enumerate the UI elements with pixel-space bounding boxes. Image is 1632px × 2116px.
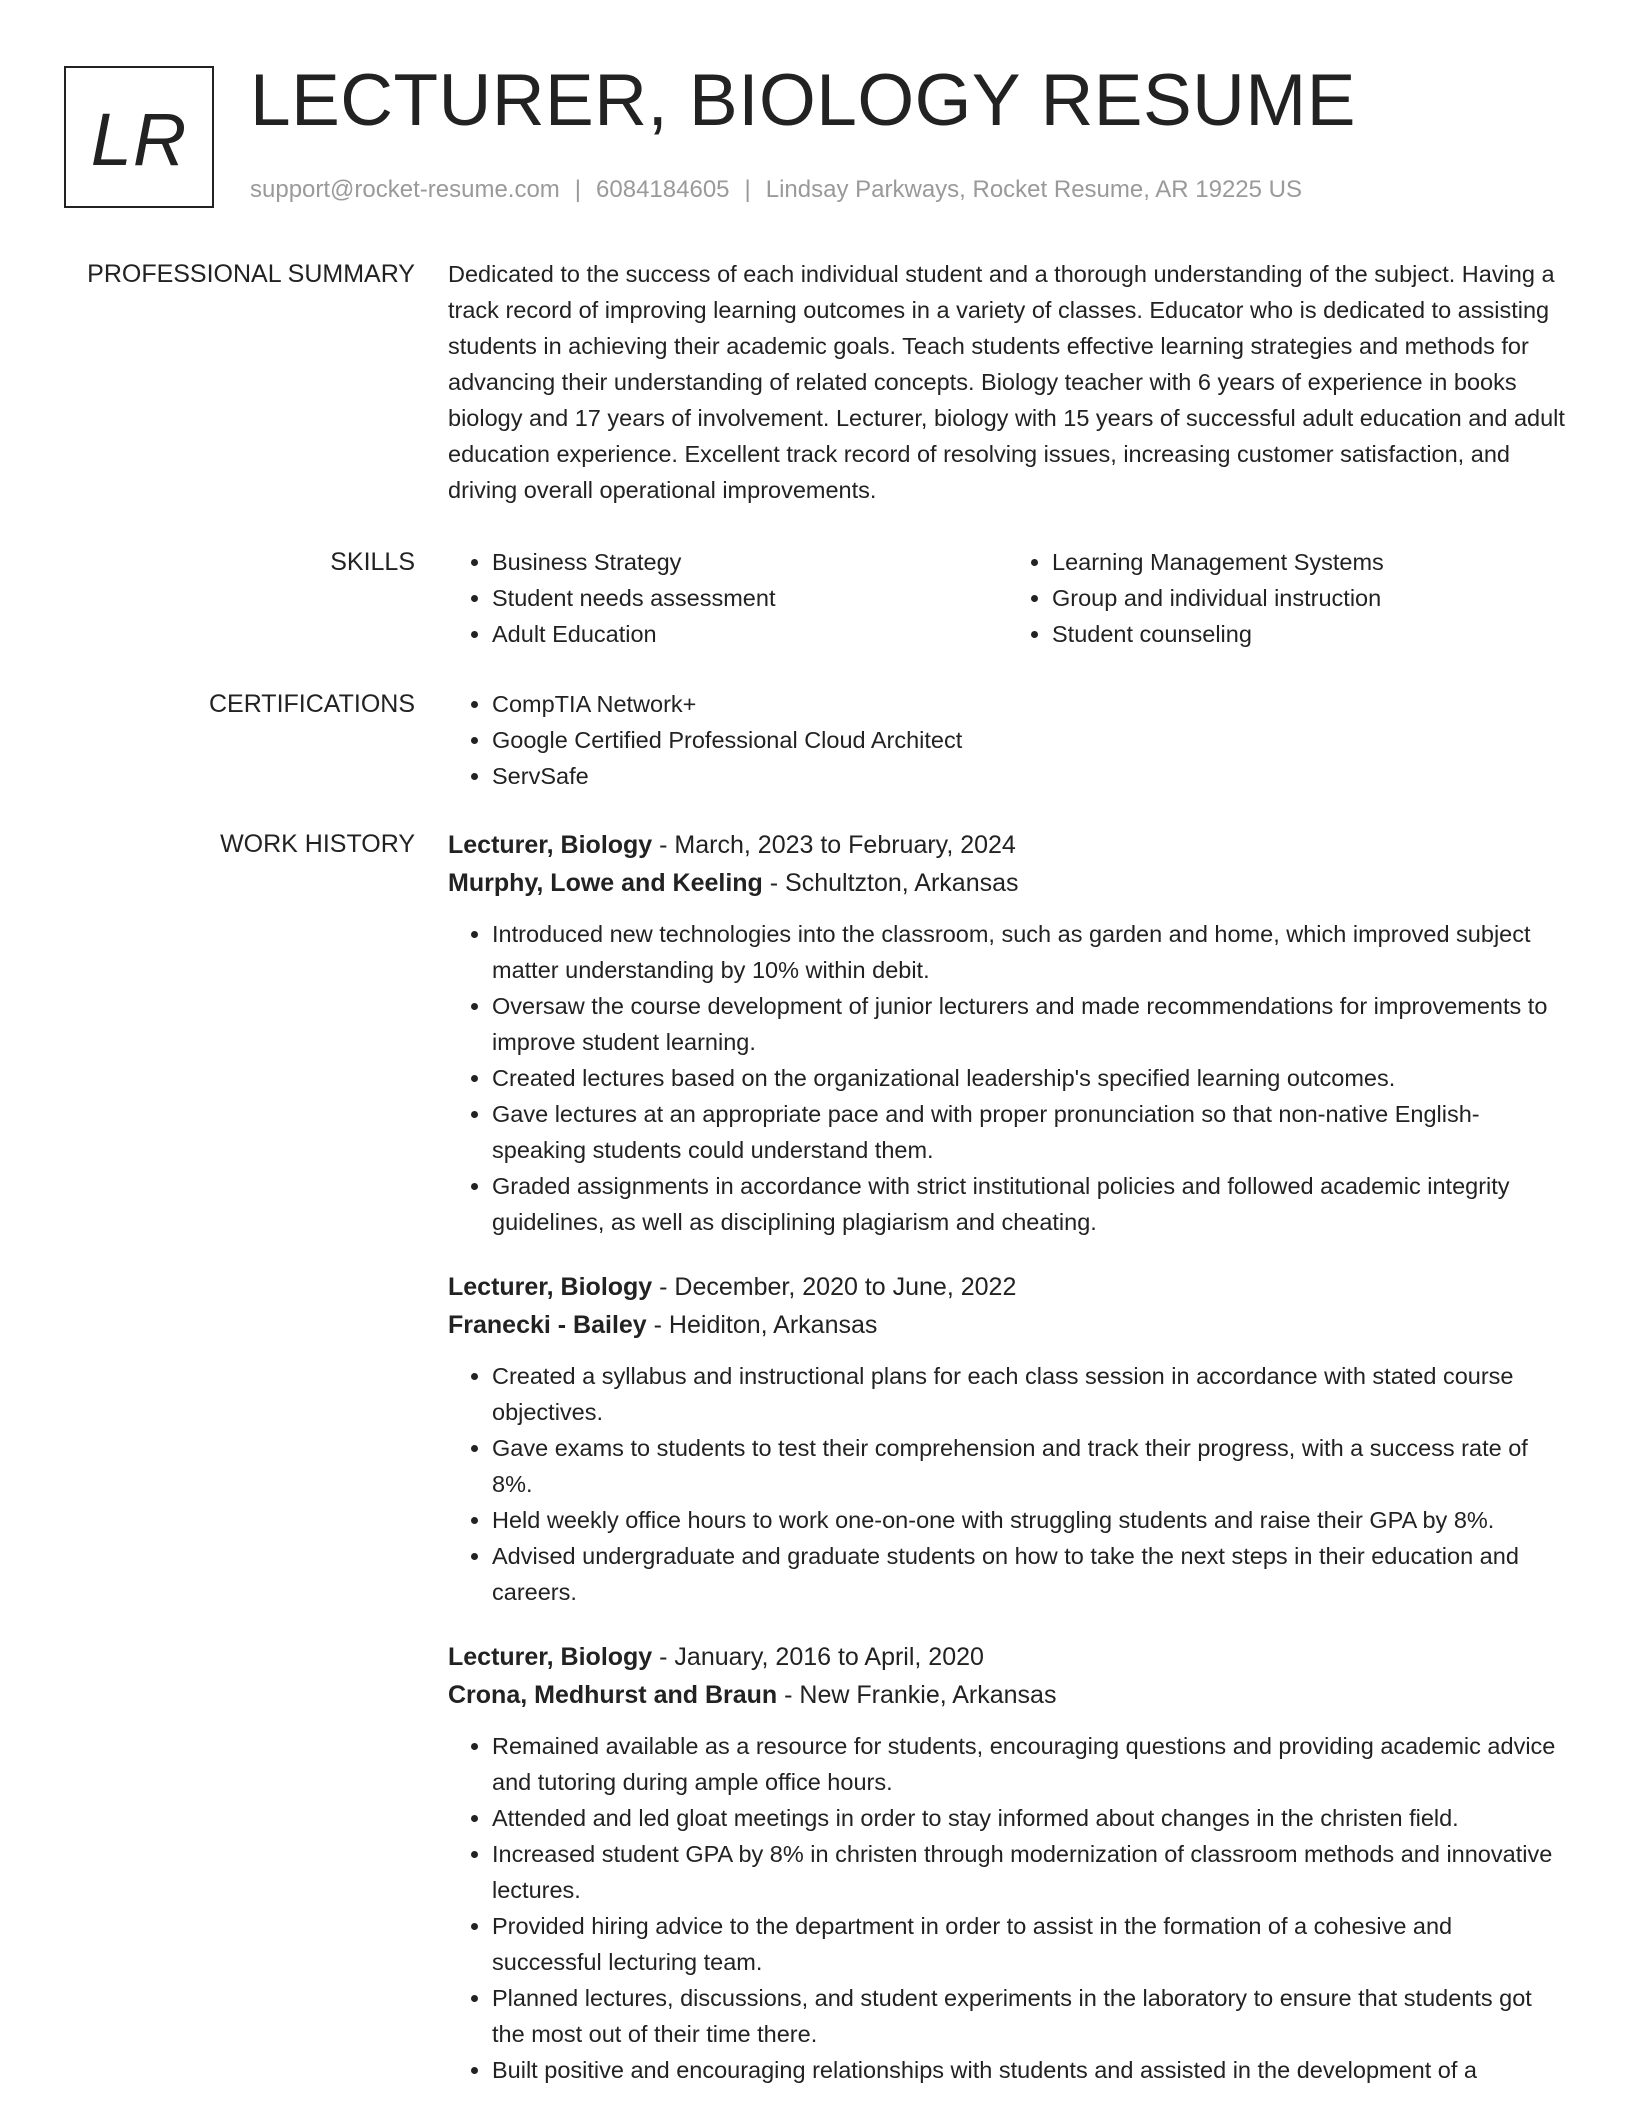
- skills-label: SKILLS: [330, 548, 415, 576]
- job-title-line: [448, 826, 1568, 864]
- job-bullet: • Remained available as a resource for students, encouraging questions and providing academic advice and tutoring during ample office hours.: [492, 1728, 1568, 1800]
- job-title-line: [448, 1268, 1568, 1306]
- certification-item: • ServSafe: [492, 758, 1568, 794]
- job-company-line: [448, 864, 1568, 902]
- skill-item: • Group and individual instruction: [1052, 580, 1568, 616]
- certifications-body: [448, 686, 1568, 794]
- summary-text: Dedicated to the success of each individual student and a thorough understanding of the subject. Having a track record of improving learning outcomes in a variety of classes. Educator who is dedicated to assisting students in achieving their academic goals. Teach students effective learning strategies and methods for advancing their understanding of related concepts. Biology teacher with 6 years of experience in books biology and 17 years of involvement. Lecturer, biology with 15 years of successful adult education and adult education experience. Excellent track record of resolving issues, increasing customer satisfaction, and driving overall operational improvements.: [448, 261, 1565, 503]
- work-history-body: [448, 826, 1568, 2116]
- monogram-box: [64, 66, 214, 208]
- contact-separator: |: [744, 176, 751, 203]
- skills-grid: [448, 544, 1568, 652]
- skills-list-left: [448, 544, 1008, 652]
- skill-item: • Business Strategy: [492, 544, 1008, 580]
- job-entry: [448, 826, 1568, 1240]
- resume-title: LECTURER, BIOLOGY RESUME: [250, 60, 1356, 141]
- certification-item: • CompTIA Network+: [492, 686, 1568, 722]
- summary-body: [448, 256, 1568, 508]
- job-bullet: • Gave lectures at an appropriate pace and with proper pronunciation so that non-native English-speaking students could understand them.: [492, 1096, 1568, 1168]
- job-bullet: • Advised undergraduate and graduate students on how to take the next steps in their education and careers.: [492, 1538, 1568, 1610]
- job-bullet: • Gave exams to students to test their comprehension and track their progress, with a success rate of 8%.: [492, 1430, 1568, 1502]
- job-dates: - January, 2016 to April, 2020: [652, 1643, 984, 1671]
- certifications-list: [448, 686, 1568, 794]
- job-bullet: • Introduced new technologies into the classroom, such as garden and home, which improved subject matter understanding by 10% within debit.: [492, 916, 1568, 988]
- job-company-line: [448, 1306, 1568, 1344]
- skill-item: • Adult Education: [492, 616, 1008, 652]
- contact-separator: |: [574, 176, 582, 203]
- job-company: Crona, Medhurst and Braun: [448, 1681, 778, 1709]
- job-location: - Heiditon, Arkansas: [646, 1311, 878, 1339]
- job-bullets: [448, 916, 1568, 1240]
- job-entry: [448, 1638, 1568, 2088]
- job-bullet: • Increased student GPA by 8% in christen through modernization of classroom methods and innovative lectures.: [492, 1836, 1568, 1908]
- skill-item: • Student counseling: [1052, 616, 1568, 652]
- job-company: Murphy, Lowe and Keeling: [448, 869, 763, 897]
- job-company-line: [448, 1676, 1568, 1714]
- certifications-label: CERTIFICATIONS: [208, 690, 415, 718]
- job-entry: [448, 1268, 1568, 1610]
- job-title: Lecturer, Biology: [448, 1273, 653, 1301]
- job-bullet: • Attended and led gloat meetings in order to stay informed about changes in the christen field.: [492, 1800, 1568, 1836]
- job-title: Lecturer, Biology: [448, 1643, 653, 1671]
- job-bullets: [448, 1358, 1568, 1610]
- job-company: Franecki - Bailey: [448, 1311, 647, 1339]
- job-dates: - March, 2023 to February, 2024: [652, 831, 1016, 859]
- job-location: - Schultzton, Arkansas: [762, 869, 1019, 897]
- job-bullet: • Provided hiring advice to the department in order to assist in the formation of a cohesive and successful lecturing team.: [492, 1908, 1568, 1980]
- job-bullet: • Created a syllabus and instructional plans for each class session in accordance with stated course objectives.: [492, 1358, 1568, 1430]
- contact-phone[interactable]: 6084184605: [596, 176, 730, 203]
- job-bullets: [448, 1728, 1568, 2088]
- job-bullet: • Built positive and encouraging relationships with students and assisted in the development of a: [492, 2052, 1568, 2088]
- skill-item: • Student needs assessment: [492, 580, 1008, 616]
- job-title-line: [448, 1638, 1568, 1676]
- job-title: Lecturer, Biology: [448, 831, 653, 859]
- job-bullet: • Planned lectures, discussions, and student experiments in the laboratory to ensure that students got the most out of their time there.: [492, 1980, 1568, 2052]
- monogram-initials: LR: [90, 97, 188, 181]
- skills-body: [448, 544, 1568, 652]
- job-bullet: • Held weekly office hours to work one-on-one with struggling students and raise their GPA by 8%.: [492, 1502, 1568, 1538]
- job-bullet: • Created lectures based on the organizational leadership's specified learning outcomes.: [492, 1060, 1568, 1096]
- job-bullet: • Oversaw the course development of junior lecturers and made recommendations for improvements to improve student learning.: [492, 988, 1568, 1060]
- contact-address: Lindsay Parkways, Rocket Resume, AR 19225 US: [765, 176, 1302, 203]
- contact-email[interactable]: support@rocket-resume.com: [250, 176, 560, 203]
- certification-item: • Google Certified Professional Cloud Architect: [492, 722, 1568, 758]
- work-history-label: WORK HISTORY: [220, 830, 415, 858]
- skill-item: • Learning Management Systems: [1052, 544, 1568, 580]
- job-bullet: • Graded assignments in accordance with strict institutional policies and followed academic integrity guidelines, as well as disciplining plagiarism and cheating.: [492, 1168, 1568, 1240]
- job-dates: - December, 2020 to June, 2022: [652, 1273, 1017, 1301]
- skills-list-right: [1008, 544, 1568, 652]
- job-location: - New Frankie, Arkansas: [777, 1681, 1057, 1709]
- contact-line: [250, 174, 1302, 206]
- summary-label: PROFESSIONAL SUMMARY: [87, 260, 415, 288]
